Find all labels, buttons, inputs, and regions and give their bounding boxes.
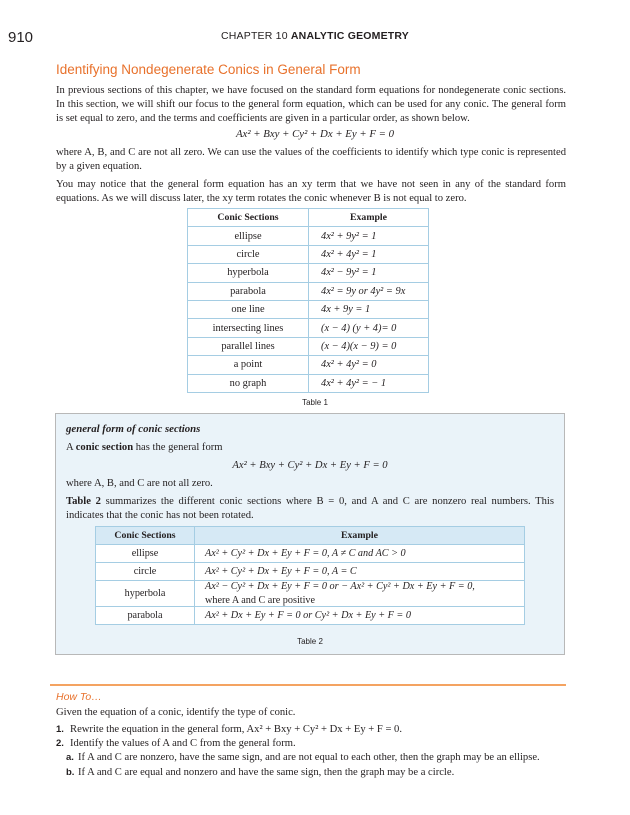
table-1-header-example: Example — [309, 209, 429, 227]
table-2-summary-text: summarizes the different conic sections where B = 0, and A and C are nonzero real numbers. This indicates that the conic has not been rotated. — [66, 496, 555, 521]
conic-name-cell: circle — [188, 245, 309, 263]
table-row — [188, 337, 429, 355]
table-row — [188, 374, 429, 392]
table-row — [96, 581, 525, 607]
howto-substep-a — [66, 751, 586, 765]
howto-substep-b — [66, 766, 586, 780]
substep-letter: a. — [66, 752, 74, 763]
table-row — [188, 245, 429, 263]
chapter-header — [0, 30, 630, 42]
example-cell: 4x² + 9y² = 1 — [309, 227, 429, 245]
example-cell: 4x² = 9y or 4y² = 9x — [309, 282, 429, 300]
table-2-header-example: Example — [195, 527, 525, 545]
table-1-header-row — [188, 209, 429, 227]
chapter-title: ANALYTIC GEOMETRY — [290, 30, 410, 42]
howto-step-1 — [56, 723, 576, 737]
example-cell: 4x² + 4y² = − 1 — [309, 374, 429, 392]
definition-condition: where A, B, and C are not all zero. — [66, 478, 213, 489]
table-1-header-conic: Conic Sections — [188, 209, 309, 227]
conic-name-cell: parabola — [96, 607, 195, 625]
howto-divider — [50, 684, 566, 686]
step-text: Identify the values of A and C from the general form. — [70, 738, 296, 749]
chapter-prefix: CHAPTER 10 — [220, 30, 288, 42]
table-2-summary — [66, 495, 554, 523]
step-text: Rewrite the equation in the general form, Ax² + Bxy + Cy² + Dx + Ey + F = 0. — [70, 724, 403, 735]
conic-name-cell: intersecting lines — [188, 319, 309, 337]
conic-name-cell: ellipse — [96, 545, 195, 563]
example-text: Ax² − Cy² + Dx + Ey + F = 0 or − Ax² + Cy² + Dx + Ey + F = 0, — [205, 581, 475, 592]
table-2-header-conic: Conic Sections — [96, 527, 195, 545]
table-row — [188, 356, 429, 374]
example-text: Ax² + Cy² + Dx + Ey + F = 0, A ≠ C and AC > 0 — [205, 548, 406, 559]
substep-text: If A and C are equal and nonzero and have the same sign, then the graph may be a circle. — [78, 767, 455, 778]
howto-label: How To… — [56, 691, 102, 703]
intro-paragraph: In previous sections of this chapter, we have focused on the standard form equations for nondegenerate conic sections. In this section, we will shift our focus to the general form equation, which can be used for any conic. The general form is set equal to zero, and the terms and coefficients are given in a particular order, as shown below. — [56, 85, 566, 124]
step-number: 1. — [56, 724, 64, 735]
table-1-caption: Table 1 — [302, 398, 328, 407]
substep-letter: b. — [66, 767, 75, 778]
conic-name-cell: parallel lines — [188, 337, 309, 355]
example-cell — [195, 581, 525, 607]
conic-name-cell: no graph — [188, 374, 309, 392]
conic-name-cell: one line — [188, 300, 309, 318]
table-2-header-row — [96, 527, 525, 545]
example-cell: 4x + 9y = 1 — [309, 300, 429, 318]
example-cell: 4x² + 4y² = 1 — [309, 245, 429, 263]
table-row — [96, 563, 525, 581]
example-condition: where A and C are positive — [205, 595, 316, 606]
table-row — [188, 282, 429, 300]
definition-line — [66, 441, 554, 455]
example-cell — [195, 607, 525, 625]
table-row — [188, 319, 429, 337]
example-cell: 4x² + 4y² = 0 — [309, 356, 429, 374]
page-number: 910 — [8, 29, 34, 46]
table-2-ref: Table 2 — [66, 496, 101, 507]
howto-step-2 — [56, 737, 576, 751]
conic-name-cell: circle — [96, 563, 195, 581]
definition-equation: Ax² + Bxy + Cy² + Dx + Ey + F = 0 — [232, 460, 388, 471]
example-cell — [195, 545, 525, 563]
example-cell — [195, 563, 525, 581]
table-1 — [187, 208, 429, 393]
table-1-body — [188, 227, 429, 393]
example-cell: (x − 4)(x − 9) = 0 — [309, 337, 429, 355]
example-text: Ax² + Cy² + Dx + Ey + F = 0, A = C — [205, 566, 357, 577]
general-equation: Ax² + Bxy + Cy² + Dx + Ey + F = 0 — [235, 128, 395, 140]
table-row — [96, 607, 525, 625]
table-2 — [95, 526, 525, 625]
definition-line-pre: A — [66, 442, 76, 453]
table-2-body — [96, 545, 525, 625]
conic-name-cell: ellipse — [188, 227, 309, 245]
conic-name-cell: a point — [188, 356, 309, 374]
definition-line-post: has the general form — [133, 442, 223, 453]
example-cell: 4x² − 9y² = 1 — [309, 264, 429, 282]
substep-text: If A and C are nonzero, have the same sign, and are not equal to each other, then the graph may be an ellipse. — [78, 752, 540, 763]
definition-box — [55, 413, 565, 655]
xy-term-paragraph: You may notice that the general form equation has an xy term that we have not seen in any of the standard form equations. As we will discuss later, the xy term rotates the conic whenever B is not equal to zero. — [56, 179, 566, 204]
definition-title: general form of conic sections — [66, 423, 201, 435]
step-number: 2. — [56, 738, 64, 749]
table-2-caption: Table 2 — [297, 637, 323, 646]
howto-intro: Given the equation of a conic, identify the type of conic. — [56, 707, 296, 718]
coefficient-paragraph: where A, B, and C are not all zero. We can use the values of the coefficients to identify which type conic is represented by a given equation. — [56, 147, 566, 172]
conic-section-term: conic section — [75, 442, 134, 453]
table-row — [188, 227, 429, 245]
example-cell: (x − 4) (y + 4)= 0 — [309, 319, 429, 337]
table-row — [188, 264, 429, 282]
conic-name-cell: hyperbola — [96, 581, 195, 607]
example-text: Ax² + Dx + Ey + F = 0 or Cy² + Dx + Ey + F = 0 — [205, 610, 411, 621]
conic-name-cell: parabola — [188, 282, 309, 300]
conic-name-cell: hyperbola — [188, 264, 309, 282]
table-row — [96, 545, 525, 563]
table-row — [188, 300, 429, 318]
section-title: Identifying Nondegenerate Conics in General Form — [56, 62, 361, 77]
